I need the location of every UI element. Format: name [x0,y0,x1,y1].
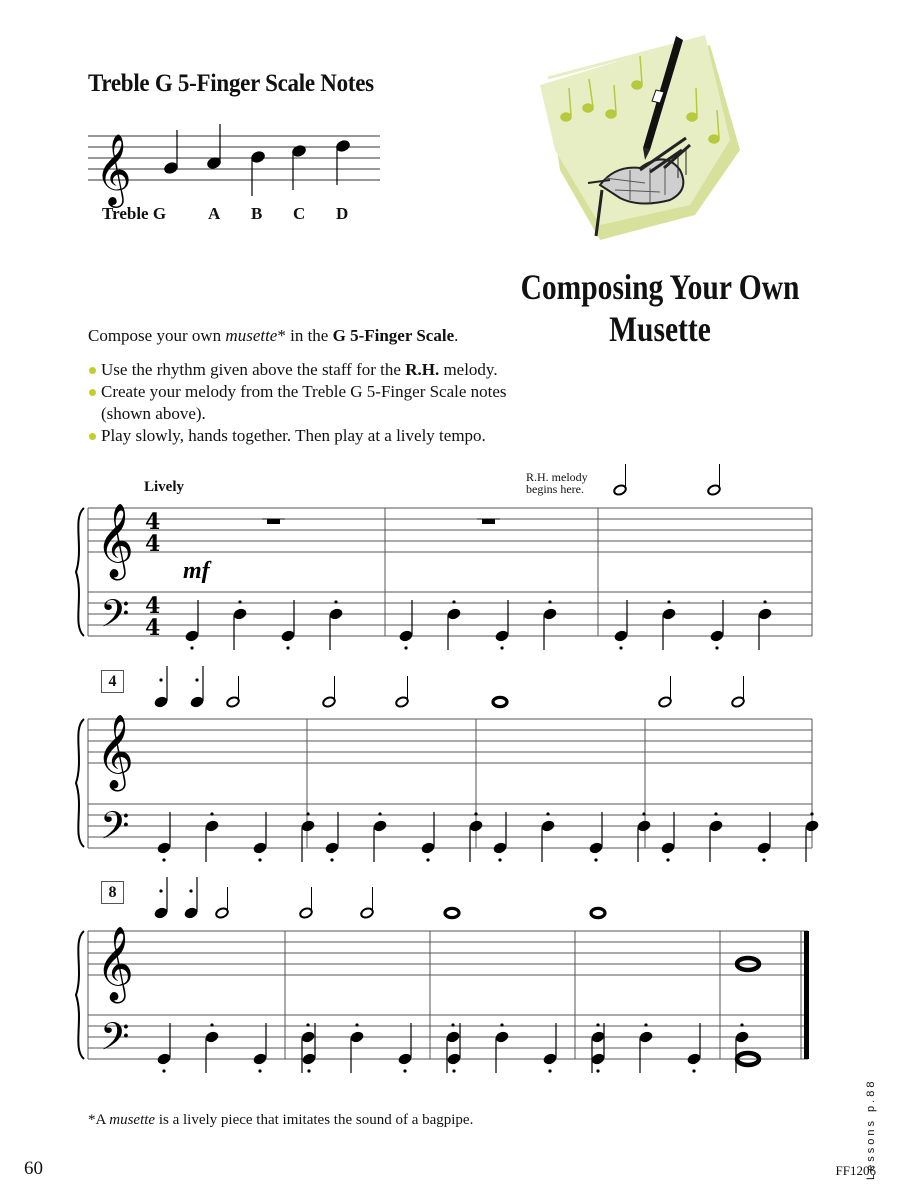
catalog-code: FF1206 [835,1163,876,1178]
system-3 [76,877,809,1073]
instruction-bold: R.H. [405,360,440,379]
svg-text:4: 4 [145,615,161,641]
rh-annotation-line2: begins here. [526,482,584,496]
note-label-a: A [208,204,221,223]
system-1 [76,464,812,650]
measure-number-8: 8 [101,881,124,904]
instruction-text: Use the rhythm given above the staff for the [101,360,406,379]
rh-annotation-line1: R.H. melody [526,470,588,484]
lessons-reference [865,940,877,1180]
dynamic-mf: mf [183,558,210,584]
bass-clef-icon: 𝄢 [100,803,130,857]
instruction-text: Create your melody from the Treble G 5-Finger Scale notes [101,382,507,401]
scale-section-title: Treble G 5-Finger Scale Notes [88,70,374,97]
treble-clef-icon: 𝄞 [96,715,134,789]
intro-suffix: . [454,326,459,345]
svg-text:4: 4 [145,531,161,557]
lessons-reference-text: Lessons p.88 [865,1078,877,1180]
system-2 [76,666,820,862]
bass-clef-icon: 𝄢 [100,591,130,645]
measure-number-4: 4 [101,670,124,693]
footnote [88,1112,473,1129]
footnote-italic: musette [109,1112,156,1128]
note-label-d: D [336,204,349,223]
whole-rest [267,519,280,524]
intro-text: Compose your own [88,326,226,345]
page-title-line1: Composing Your Own [520,267,800,307]
instruction-text: (shown above). [101,404,206,423]
tempo-marking: Lively [144,479,184,495]
note-label-c: C [293,204,306,223]
treble-clef-icon: 𝄞 [96,504,134,578]
treble-clef-icon: 𝄞 [95,132,132,205]
note-label-b: B [251,204,263,223]
intro-text-mid: * in the [277,326,333,345]
footnote-text: is a lively piece that imitates the sound of a bagpipe. [155,1112,474,1128]
footnote-prefix: *A [88,1112,110,1128]
time-signature-bass: 4 [145,593,161,619]
page-title-line2: Musette [609,309,711,349]
final-barline [804,931,809,1059]
instruction-text: Play slowly, hands together. Then play at a lively tempo. [101,426,486,445]
whole-rest [482,519,495,524]
intro-scale-bold: G 5-Finger Scale [332,326,455,345]
time-signature-treble: 4 [145,509,161,535]
treble-clef-icon: 𝄞 [96,927,134,1001]
note-label-g: Treble G [102,204,167,223]
page-number: 60 [24,1158,43,1179]
instruction-text: melody. [439,360,498,379]
intro-musette-italic: musette [225,326,278,345]
bass-clef-icon: 𝄢 [100,1014,130,1068]
